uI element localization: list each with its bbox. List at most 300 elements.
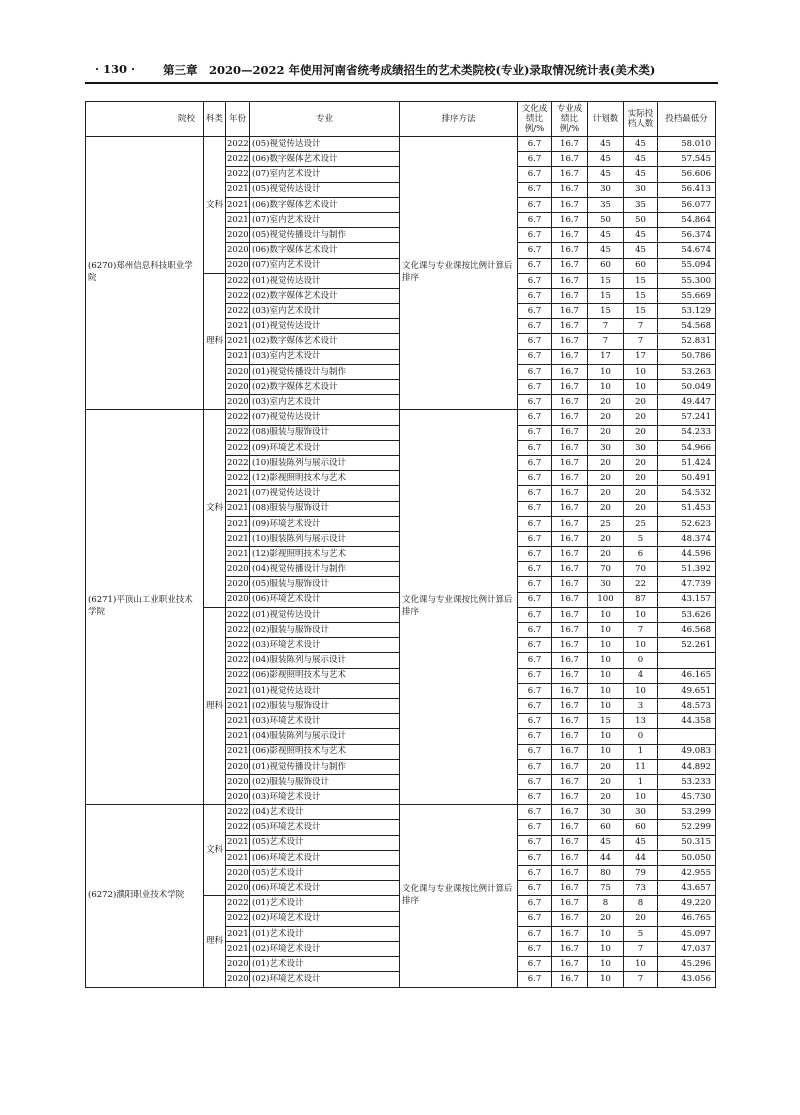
major-cell: (05)环境艺术设计 <box>250 820 400 835</box>
year-cell: 2020 <box>226 258 250 273</box>
admitted-cell: 20 <box>624 395 658 410</box>
major-cell: (01)艺术设计 <box>250 957 400 972</box>
major-cell: (02)服装与服饰设计 <box>250 774 400 789</box>
min-score-cell: 56.077 <box>658 197 716 212</box>
major-cell: (10)服装陈列与展示设计 <box>250 455 400 470</box>
col-header-min-score: 投档最低分 <box>658 102 716 137</box>
major-cell: (03)室内艺术设计 <box>250 304 400 319</box>
min-score-cell: 56.413 <box>658 182 716 197</box>
year-cell: 2022 <box>226 440 250 455</box>
culture-ratio-cell: 6.7 <box>518 212 552 227</box>
admitted-cell: 20 <box>624 410 658 425</box>
major-ratio-cell: 16.7 <box>552 197 588 212</box>
plan-cell: 25 <box>588 516 624 531</box>
plan-cell: 20 <box>588 425 624 440</box>
major-cell: (10)服装陈列与展示设计 <box>250 531 400 546</box>
chapter-title: 第三章 2020—2022 年使用河南省统考成绩招生的艺术类院校(专业)录取情况统计表(美术类) <box>163 63 656 77</box>
admitted-cell: 10 <box>624 364 658 379</box>
year-cell: 2021 <box>226 212 250 227</box>
culture-ratio-cell: 6.7 <box>518 334 552 349</box>
major-ratio-cell: 16.7 <box>552 531 588 546</box>
min-score-cell: 44.892 <box>658 759 716 774</box>
admitted-cell: 10 <box>624 380 658 395</box>
major-ratio-cell: 16.7 <box>552 547 588 562</box>
method-cell: 文化课与专业课按比例计算后排序 <box>400 410 518 805</box>
year-cell: 2020 <box>226 972 250 987</box>
min-score-cell: 52.261 <box>658 638 716 653</box>
major-ratio-cell: 16.7 <box>552 607 588 622</box>
major-cell: (02)环境艺术设计 <box>250 911 400 926</box>
culture-ratio-cell: 6.7 <box>518 319 552 334</box>
min-score-cell: 49.447 <box>658 395 716 410</box>
plan-cell: 50 <box>588 212 624 227</box>
major-ratio-cell: 16.7 <box>552 349 588 364</box>
culture-ratio-cell: 6.7 <box>518 668 552 683</box>
major-cell: (02)服装与服饰设计 <box>250 698 400 713</box>
culture-ratio-cell: 6.7 <box>518 440 552 455</box>
table-row <box>86 805 716 820</box>
admitted-cell: 20 <box>624 471 658 486</box>
year-cell: 2021 <box>226 319 250 334</box>
year-cell: 2021 <box>226 850 250 865</box>
culture-ratio-cell: 6.7 <box>518 714 552 729</box>
major-ratio-cell: 16.7 <box>552 623 588 638</box>
culture-ratio-cell: 6.7 <box>518 759 552 774</box>
major-cell: (01)视觉传达设计 <box>250 319 400 334</box>
major-cell: (06)数字媒体艺术设计 <box>250 152 400 167</box>
year-cell: 2022 <box>226 623 250 638</box>
plan-cell: 60 <box>588 258 624 273</box>
table-row <box>86 137 716 152</box>
admitted-cell: 8 <box>624 896 658 911</box>
plan-cell: 15 <box>588 288 624 303</box>
culture-ratio-cell: 6.7 <box>518 623 552 638</box>
major-cell: (02)环境艺术设计 <box>250 972 400 987</box>
admitted-cell: 10 <box>624 607 658 622</box>
min-score-cell: 43.157 <box>658 592 716 607</box>
admitted-cell: 13 <box>624 714 658 729</box>
major-ratio-cell: 16.7 <box>552 137 588 152</box>
year-cell: 2021 <box>226 501 250 516</box>
major-ratio-cell: 16.7 <box>552 790 588 805</box>
admitted-cell: 7 <box>624 319 658 334</box>
culture-ratio-cell: 6.7 <box>518 531 552 546</box>
culture-ratio-cell: 6.7 <box>518 577 552 592</box>
major-cell: (09)环境艺术设计 <box>250 516 400 531</box>
min-score-cell: 48.573 <box>658 698 716 713</box>
admitted-cell: 7 <box>624 334 658 349</box>
header-rule <box>85 82 718 84</box>
culture-ratio-cell: 6.7 <box>518 182 552 197</box>
admitted-cell: 79 <box>624 866 658 881</box>
min-score-cell: 46.765 <box>658 911 716 926</box>
plan-cell: 10 <box>588 638 624 653</box>
page-number: · 130 · <box>95 62 136 76</box>
major-cell: (05)视觉传达设计 <box>250 182 400 197</box>
plan-cell: 10 <box>588 744 624 759</box>
plan-cell: 10 <box>588 653 624 668</box>
admitted-cell: 3 <box>624 698 658 713</box>
year-cell: 2021 <box>226 683 250 698</box>
major-ratio-cell: 16.7 <box>552 592 588 607</box>
plan-cell: 20 <box>588 790 624 805</box>
admitted-cell: 50 <box>624 212 658 227</box>
major-cell: (04)服装陈列与展示设计 <box>250 729 400 744</box>
culture-ratio-cell: 6.7 <box>518 562 552 577</box>
min-score-cell: 58.010 <box>658 137 716 152</box>
admitted-cell: 20 <box>624 911 658 926</box>
culture-ratio-cell: 6.7 <box>518 486 552 501</box>
major-cell: (04)服装陈列与展示设计 <box>250 653 400 668</box>
major-cell: (07)视觉传达设计 <box>250 486 400 501</box>
admitted-cell: 10 <box>624 683 658 698</box>
plan-cell: 10 <box>588 623 624 638</box>
year-cell: 2021 <box>226 486 250 501</box>
admitted-cell: 22 <box>624 577 658 592</box>
school-cell: (6272)濮阳职业技术学院 <box>86 805 204 987</box>
category-cell: 理科 <box>204 896 226 987</box>
min-score-cell: 50.049 <box>658 380 716 395</box>
major-ratio-cell: 16.7 <box>552 835 588 850</box>
min-score-cell: 54.966 <box>658 440 716 455</box>
admitted-cell: 87 <box>624 592 658 607</box>
major-ratio-cell: 16.7 <box>552 714 588 729</box>
min-score-cell: 44.358 <box>658 714 716 729</box>
admission-table <box>85 101 716 988</box>
admitted-cell: 10 <box>624 957 658 972</box>
major-ratio-cell: 16.7 <box>552 774 588 789</box>
plan-cell: 7 <box>588 334 624 349</box>
col-header-major-ratio: 专业成绩比例/% <box>552 102 588 137</box>
major-cell: (02)数字媒体艺术设计 <box>250 334 400 349</box>
major-cell: (04)艺术设计 <box>250 805 400 820</box>
major-ratio-cell: 16.7 <box>552 425 588 440</box>
major-cell: (05)视觉传达设计 <box>250 137 400 152</box>
table-row <box>86 410 716 425</box>
year-cell: 2020 <box>226 364 250 379</box>
year-cell: 2020 <box>226 866 250 881</box>
culture-ratio-cell: 6.7 <box>518 911 552 926</box>
year-cell: 2020 <box>226 243 250 258</box>
admitted-cell: 7 <box>624 941 658 956</box>
plan-cell: 44 <box>588 850 624 865</box>
culture-ratio-cell: 6.7 <box>518 744 552 759</box>
min-score-cell: 56.374 <box>658 228 716 243</box>
min-score-cell: 57.545 <box>658 152 716 167</box>
admitted-cell: 35 <box>624 197 658 212</box>
plan-cell: 15 <box>588 304 624 319</box>
min-score-cell: 46.568 <box>658 623 716 638</box>
culture-ratio-cell: 6.7 <box>518 820 552 835</box>
major-ratio-cell: 16.7 <box>552 562 588 577</box>
major-cell: (06)环境艺术设计 <box>250 592 400 607</box>
admitted-cell: 0 <box>624 653 658 668</box>
min-score-cell: 44.596 <box>658 547 716 562</box>
major-ratio-cell: 16.7 <box>552 698 588 713</box>
year-cell: 2021 <box>226 926 250 941</box>
major-cell: (08)服装与服饰设计 <box>250 425 400 440</box>
min-score-cell: 43.657 <box>658 881 716 896</box>
plan-cell: 100 <box>588 592 624 607</box>
major-cell: (07)视觉传达设计 <box>250 410 400 425</box>
culture-ratio-cell: 6.7 <box>518 547 552 562</box>
plan-cell: 20 <box>588 471 624 486</box>
major-ratio-cell: 16.7 <box>552 638 588 653</box>
min-score-cell: 54.532 <box>658 486 716 501</box>
min-score-cell: 52.299 <box>658 820 716 835</box>
major-ratio-cell: 16.7 <box>552 653 588 668</box>
admitted-cell: 60 <box>624 258 658 273</box>
year-cell: 2020 <box>226 592 250 607</box>
admitted-cell: 45 <box>624 835 658 850</box>
culture-ratio-cell: 6.7 <box>518 941 552 956</box>
major-ratio-cell: 16.7 <box>552 212 588 227</box>
major-cell: (05)艺术设计 <box>250 866 400 881</box>
culture-ratio-cell: 6.7 <box>518 774 552 789</box>
year-cell: 2020 <box>226 228 250 243</box>
admitted-cell: 25 <box>624 516 658 531</box>
col-header-major: 专业 <box>250 102 400 137</box>
min-score-cell: 53.233 <box>658 774 716 789</box>
min-score-cell: 45.097 <box>658 926 716 941</box>
admitted-cell: 11 <box>624 759 658 774</box>
admitted-cell: 15 <box>624 304 658 319</box>
plan-cell: 30 <box>588 182 624 197</box>
major-cell: (03)室内艺术设计 <box>250 395 400 410</box>
plan-cell: 45 <box>588 243 624 258</box>
plan-cell: 45 <box>588 228 624 243</box>
admitted-cell: 1 <box>624 744 658 759</box>
major-ratio-cell: 16.7 <box>552 440 588 455</box>
admitted-cell: 10 <box>624 790 658 805</box>
major-cell: (09)环境艺术设计 <box>250 440 400 455</box>
year-cell: 2020 <box>226 395 250 410</box>
admitted-cell: 30 <box>624 440 658 455</box>
major-ratio-cell: 16.7 <box>552 896 588 911</box>
year-cell: 2021 <box>226 197 250 212</box>
plan-cell: 10 <box>588 668 624 683</box>
admitted-cell: 45 <box>624 243 658 258</box>
culture-ratio-cell: 6.7 <box>518 790 552 805</box>
culture-ratio-cell: 6.7 <box>518 137 552 152</box>
major-cell: (07)室内艺术设计 <box>250 258 400 273</box>
year-cell: 2022 <box>226 805 250 820</box>
major-ratio-cell: 16.7 <box>552 926 588 941</box>
year-cell: 2020 <box>226 562 250 577</box>
culture-ratio-cell: 6.7 <box>518 288 552 303</box>
major-cell: (05)服装与服饰设计 <box>250 577 400 592</box>
major-cell: (06)影视照明技术与艺术 <box>250 744 400 759</box>
major-ratio-cell: 16.7 <box>552 455 588 470</box>
major-ratio-cell: 16.7 <box>552 228 588 243</box>
min-score-cell: 48.374 <box>658 531 716 546</box>
major-cell: (12)影视照明技术与艺术 <box>250 547 400 562</box>
year-cell: 2022 <box>226 425 250 440</box>
admitted-cell: 45 <box>624 137 658 152</box>
major-ratio-cell: 16.7 <box>552 471 588 486</box>
min-score-cell: 51.424 <box>658 455 716 470</box>
plan-cell: 10 <box>588 729 624 744</box>
year-cell: 2021 <box>226 714 250 729</box>
culture-ratio-cell: 6.7 <box>518 258 552 273</box>
major-ratio-cell: 16.7 <box>552 577 588 592</box>
culture-ratio-cell: 6.7 <box>518 349 552 364</box>
plan-cell: 30 <box>588 805 624 820</box>
plan-cell: 20 <box>588 759 624 774</box>
admitted-cell: 15 <box>624 273 658 288</box>
col-header-year: 年份 <box>226 102 250 137</box>
year-cell: 2021 <box>226 941 250 956</box>
major-cell: (05)视觉传播设计与制作 <box>250 228 400 243</box>
method-cell: 文化课与专业课按比例计算后排序 <box>400 805 518 987</box>
plan-cell: 20 <box>588 395 624 410</box>
category-cell: 理科 <box>204 607 226 804</box>
min-score-cell: 42.955 <box>658 866 716 881</box>
min-score-cell: 45.296 <box>658 957 716 972</box>
page-header <box>95 62 715 82</box>
admitted-cell: 60 <box>624 820 658 835</box>
plan-cell: 45 <box>588 835 624 850</box>
major-cell: (02)数字媒体艺术设计 <box>250 380 400 395</box>
culture-ratio-cell: 6.7 <box>518 972 552 987</box>
table-header-row <box>86 102 716 137</box>
plan-cell: 60 <box>588 820 624 835</box>
culture-ratio-cell: 6.7 <box>518 425 552 440</box>
min-score-cell: 50.050 <box>658 850 716 865</box>
major-ratio-cell: 16.7 <box>552 395 588 410</box>
major-cell: (01)艺术设计 <box>250 896 400 911</box>
admitted-cell: 70 <box>624 562 658 577</box>
major-ratio-cell: 16.7 <box>552 182 588 197</box>
min-score-cell: 54.674 <box>658 243 716 258</box>
culture-ratio-cell: 6.7 <box>518 607 552 622</box>
major-cell: (01)艺术设计 <box>250 926 400 941</box>
min-score-cell: 53.299 <box>658 805 716 820</box>
plan-cell: 75 <box>588 881 624 896</box>
major-ratio-cell: 16.7 <box>552 957 588 972</box>
culture-ratio-cell: 6.7 <box>518 501 552 516</box>
admitted-cell: 15 <box>624 288 658 303</box>
category-cell: 文科 <box>204 805 226 896</box>
year-cell: 2020 <box>226 790 250 805</box>
culture-ratio-cell: 6.7 <box>518 364 552 379</box>
min-score-cell: 56.606 <box>658 167 716 182</box>
major-ratio-cell: 16.7 <box>552 334 588 349</box>
admitted-cell: 7 <box>624 972 658 987</box>
col-header-school: 院校 <box>86 102 204 137</box>
plan-cell: 30 <box>588 577 624 592</box>
year-cell: 2021 <box>226 835 250 850</box>
min-score-cell: 55.669 <box>658 288 716 303</box>
admitted-cell: 45 <box>624 228 658 243</box>
major-ratio-cell: 16.7 <box>552 288 588 303</box>
plan-cell: 10 <box>588 957 624 972</box>
culture-ratio-cell: 6.7 <box>518 592 552 607</box>
culture-ratio-cell: 6.7 <box>518 729 552 744</box>
year-cell: 2021 <box>226 182 250 197</box>
culture-ratio-cell: 6.7 <box>518 273 552 288</box>
min-score-cell: 54.233 <box>658 425 716 440</box>
culture-ratio-cell: 6.7 <box>518 243 552 258</box>
culture-ratio-cell: 6.7 <box>518 866 552 881</box>
major-cell: (03)环境艺术设计 <box>250 790 400 805</box>
major-ratio-cell: 16.7 <box>552 410 588 425</box>
major-ratio-cell: 16.7 <box>552 152 588 167</box>
major-ratio-cell: 16.7 <box>552 820 588 835</box>
plan-cell: 15 <box>588 714 624 729</box>
col-header-method: 排序方法 <box>400 102 518 137</box>
major-cell: (03)环境艺术设计 <box>250 714 400 729</box>
admitted-cell: 1 <box>624 774 658 789</box>
admitted-cell: 45 <box>624 167 658 182</box>
culture-ratio-cell: 6.7 <box>518 167 552 182</box>
year-cell: 2022 <box>226 167 250 182</box>
culture-ratio-cell: 6.7 <box>518 395 552 410</box>
min-score-cell: 43.056 <box>658 972 716 987</box>
major-cell: (02)服装与服饰设计 <box>250 623 400 638</box>
category-cell: 文科 <box>204 410 226 607</box>
min-score-cell: 49.220 <box>658 896 716 911</box>
plan-cell: 20 <box>588 501 624 516</box>
min-score-cell: 55.300 <box>658 273 716 288</box>
major-cell: (01)视觉传达设计 <box>250 683 400 698</box>
major-cell: (06)影视照明技术与艺术 <box>250 668 400 683</box>
major-ratio-cell: 16.7 <box>552 866 588 881</box>
major-ratio-cell: 16.7 <box>552 881 588 896</box>
admitted-cell: 6 <box>624 547 658 562</box>
plan-cell: 30 <box>588 440 624 455</box>
min-score-cell <box>658 653 716 668</box>
major-ratio-cell: 16.7 <box>552 683 588 698</box>
year-cell: 2021 <box>226 531 250 546</box>
min-score-cell: 55.094 <box>658 258 716 273</box>
admitted-cell: 20 <box>624 455 658 470</box>
major-ratio-cell: 16.7 <box>552 380 588 395</box>
major-cell: (05)艺术设计 <box>250 835 400 850</box>
culture-ratio-cell: 6.7 <box>518 455 552 470</box>
min-score-cell: 54.864 <box>658 212 716 227</box>
major-ratio-cell: 16.7 <box>552 167 588 182</box>
admitted-cell: 4 <box>624 668 658 683</box>
culture-ratio-cell: 6.7 <box>518 516 552 531</box>
major-ratio-cell: 16.7 <box>552 243 588 258</box>
admitted-cell: 5 <box>624 926 658 941</box>
plan-cell: 35 <box>588 197 624 212</box>
culture-ratio-cell: 6.7 <box>518 228 552 243</box>
culture-ratio-cell: 6.7 <box>518 881 552 896</box>
major-ratio-cell: 16.7 <box>552 805 588 820</box>
year-cell: 2022 <box>226 471 250 486</box>
year-cell: 2022 <box>226 455 250 470</box>
min-score-cell: 53.626 <box>658 607 716 622</box>
min-score-cell: 47.739 <box>658 577 716 592</box>
year-cell: 2022 <box>226 137 250 152</box>
category-cell: 文科 <box>204 137 226 274</box>
year-cell: 2022 <box>226 653 250 668</box>
major-cell: (01)视觉传播设计与制作 <box>250 364 400 379</box>
admitted-cell: 20 <box>624 425 658 440</box>
plan-cell: 45 <box>588 137 624 152</box>
plan-cell: 80 <box>588 866 624 881</box>
admitted-cell: 20 <box>624 486 658 501</box>
admitted-cell: 7 <box>624 623 658 638</box>
min-score-cell: 49.083 <box>658 744 716 759</box>
min-score-cell: 46.165 <box>658 668 716 683</box>
year-cell: 2020 <box>226 759 250 774</box>
culture-ratio-cell: 6.7 <box>518 896 552 911</box>
major-ratio-cell: 16.7 <box>552 972 588 987</box>
culture-ratio-cell: 6.7 <box>518 638 552 653</box>
